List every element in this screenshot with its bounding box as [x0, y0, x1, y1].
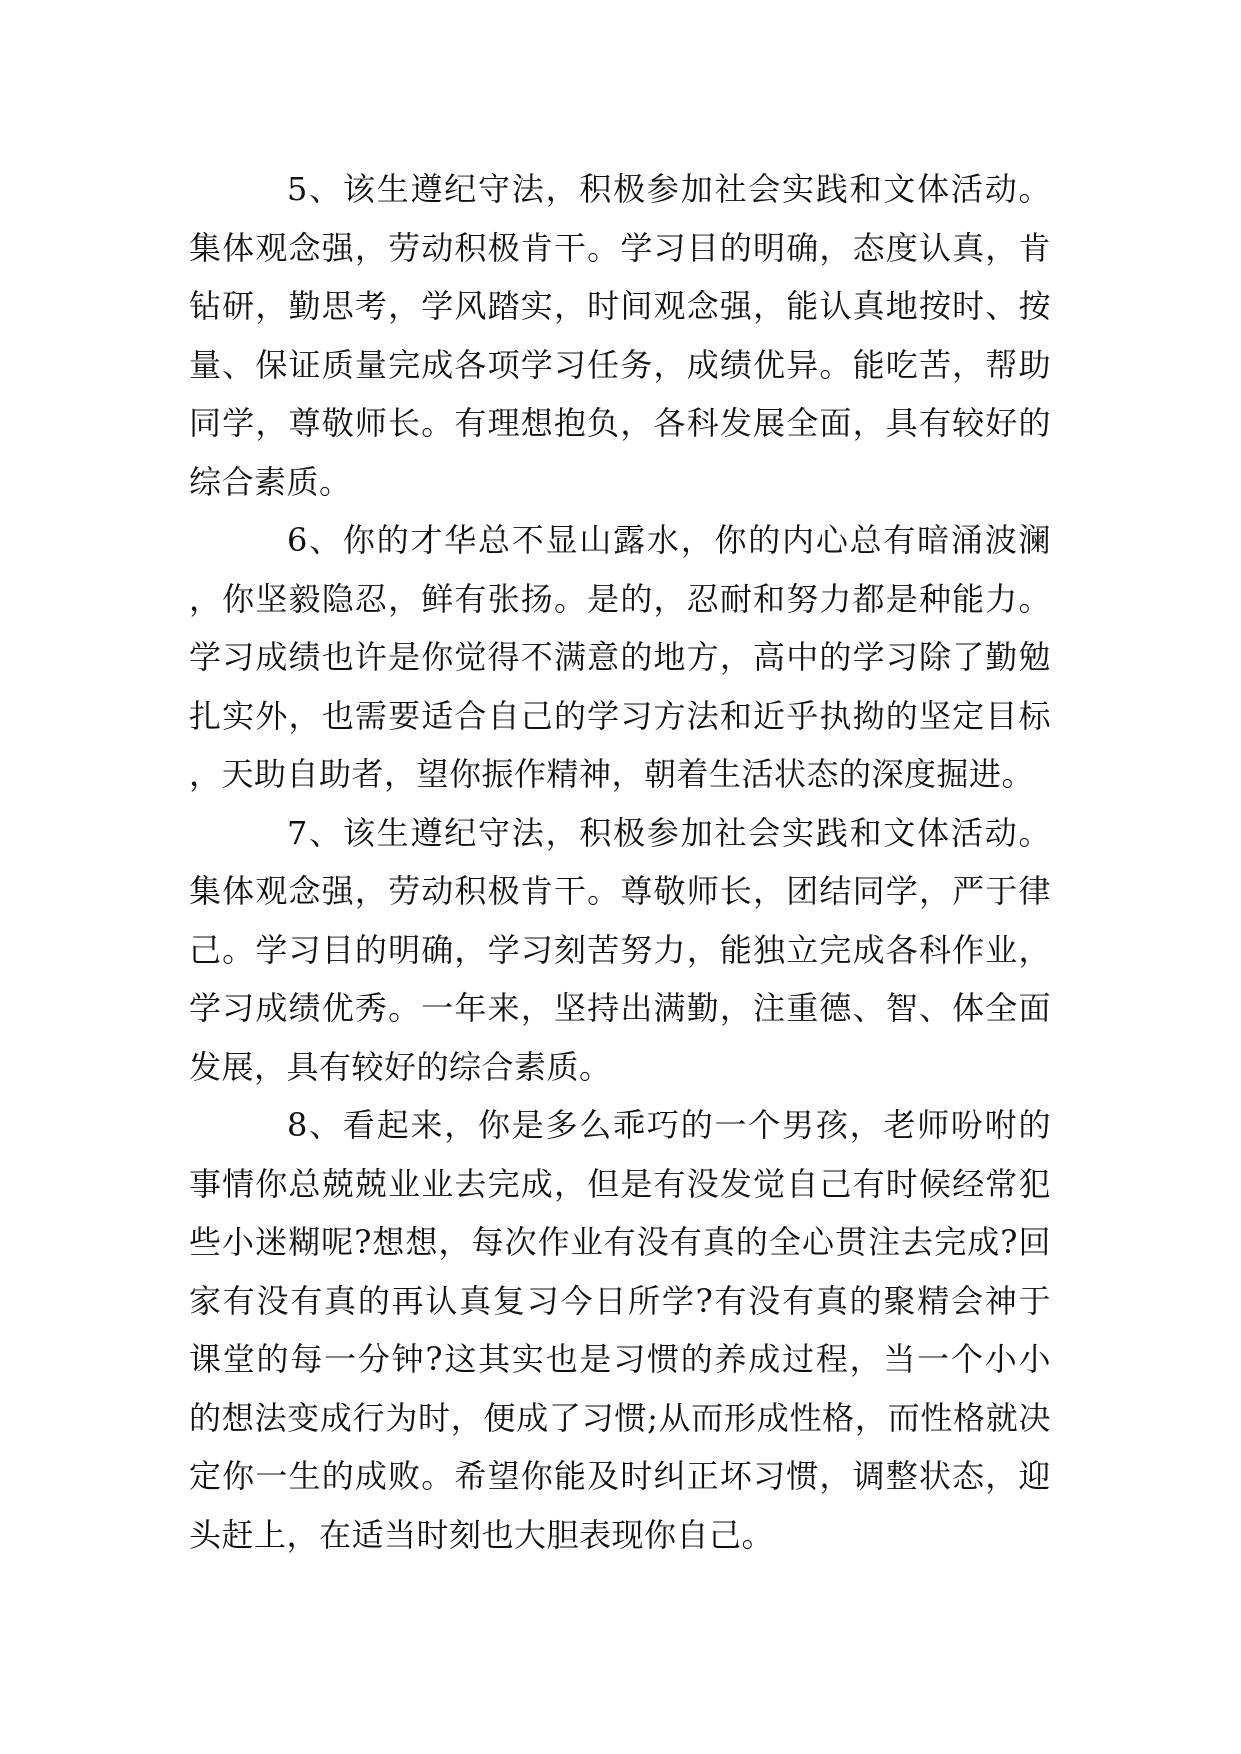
paragraph-5: 5、该生遵纪守法，积极参加社会实践和文体活动。集体观念强，劳动积极肯干。学习目的明确，态度认真，肯钻研，勤思考，学风踏实，时间观念强，能认真地按时、按量、保证质量完成各项学习任务，成绩优异。能吃苦，帮助同学，尊敬师长。有理想抱负，各科发展全面，具有较好的综合素质。 — [189, 170, 1051, 501]
paragraph-6: 6、你的才华总不显山露水，你的内心总有暗涌波澜，你坚毅隐忍，鲜有张扬。是的，忍耐和努力都是种能力。学习成绩也许是你觉得不满意的地方，高中的学习除了勤勉扎实外，也需要适合自己的学习方法和近乎执拗的坚定目标，天助自助者，望你振作精神，朝着生活状态的深度掘进。 — [189, 521, 1051, 793]
paragraph-8: 8、看起来，你是多么乖巧的一个男孩，老师吩咐的事情你总兢兢业业去完成，但是有没发觉自己有时候经常犯些小迷糊呢?想想，每次作业有没有真的全心贯注去完成?回家有没有真的再认真复习今日所学?有没有真的聚精会神于课堂的每一分钟?这其实也是习惯的养成过程，当一个小小的想法变成行为时，便成了习惯;从而形成性格，而性格就决定你一生的成败。希望你能及时纠正坏习惯，调整状态，迎头赶上，在适当时刻也大胆表现你自己。 — [189, 1106, 1051, 1554]
document-body — [189, 160, 1051, 1564]
paragraph-7: 7、该生遵纪守法，积极参加社会实践和文体活动。集体观念强，劳动积极肯干。尊敬师长，团结同学，严于律己。学习目的明确，学习刻苦努力，能独立完成各科作业，学习成绩优秀。一年来，坚持出满勤，注重德、智、体全面发展，具有较好的综合素质。 — [189, 813, 1051, 1086]
